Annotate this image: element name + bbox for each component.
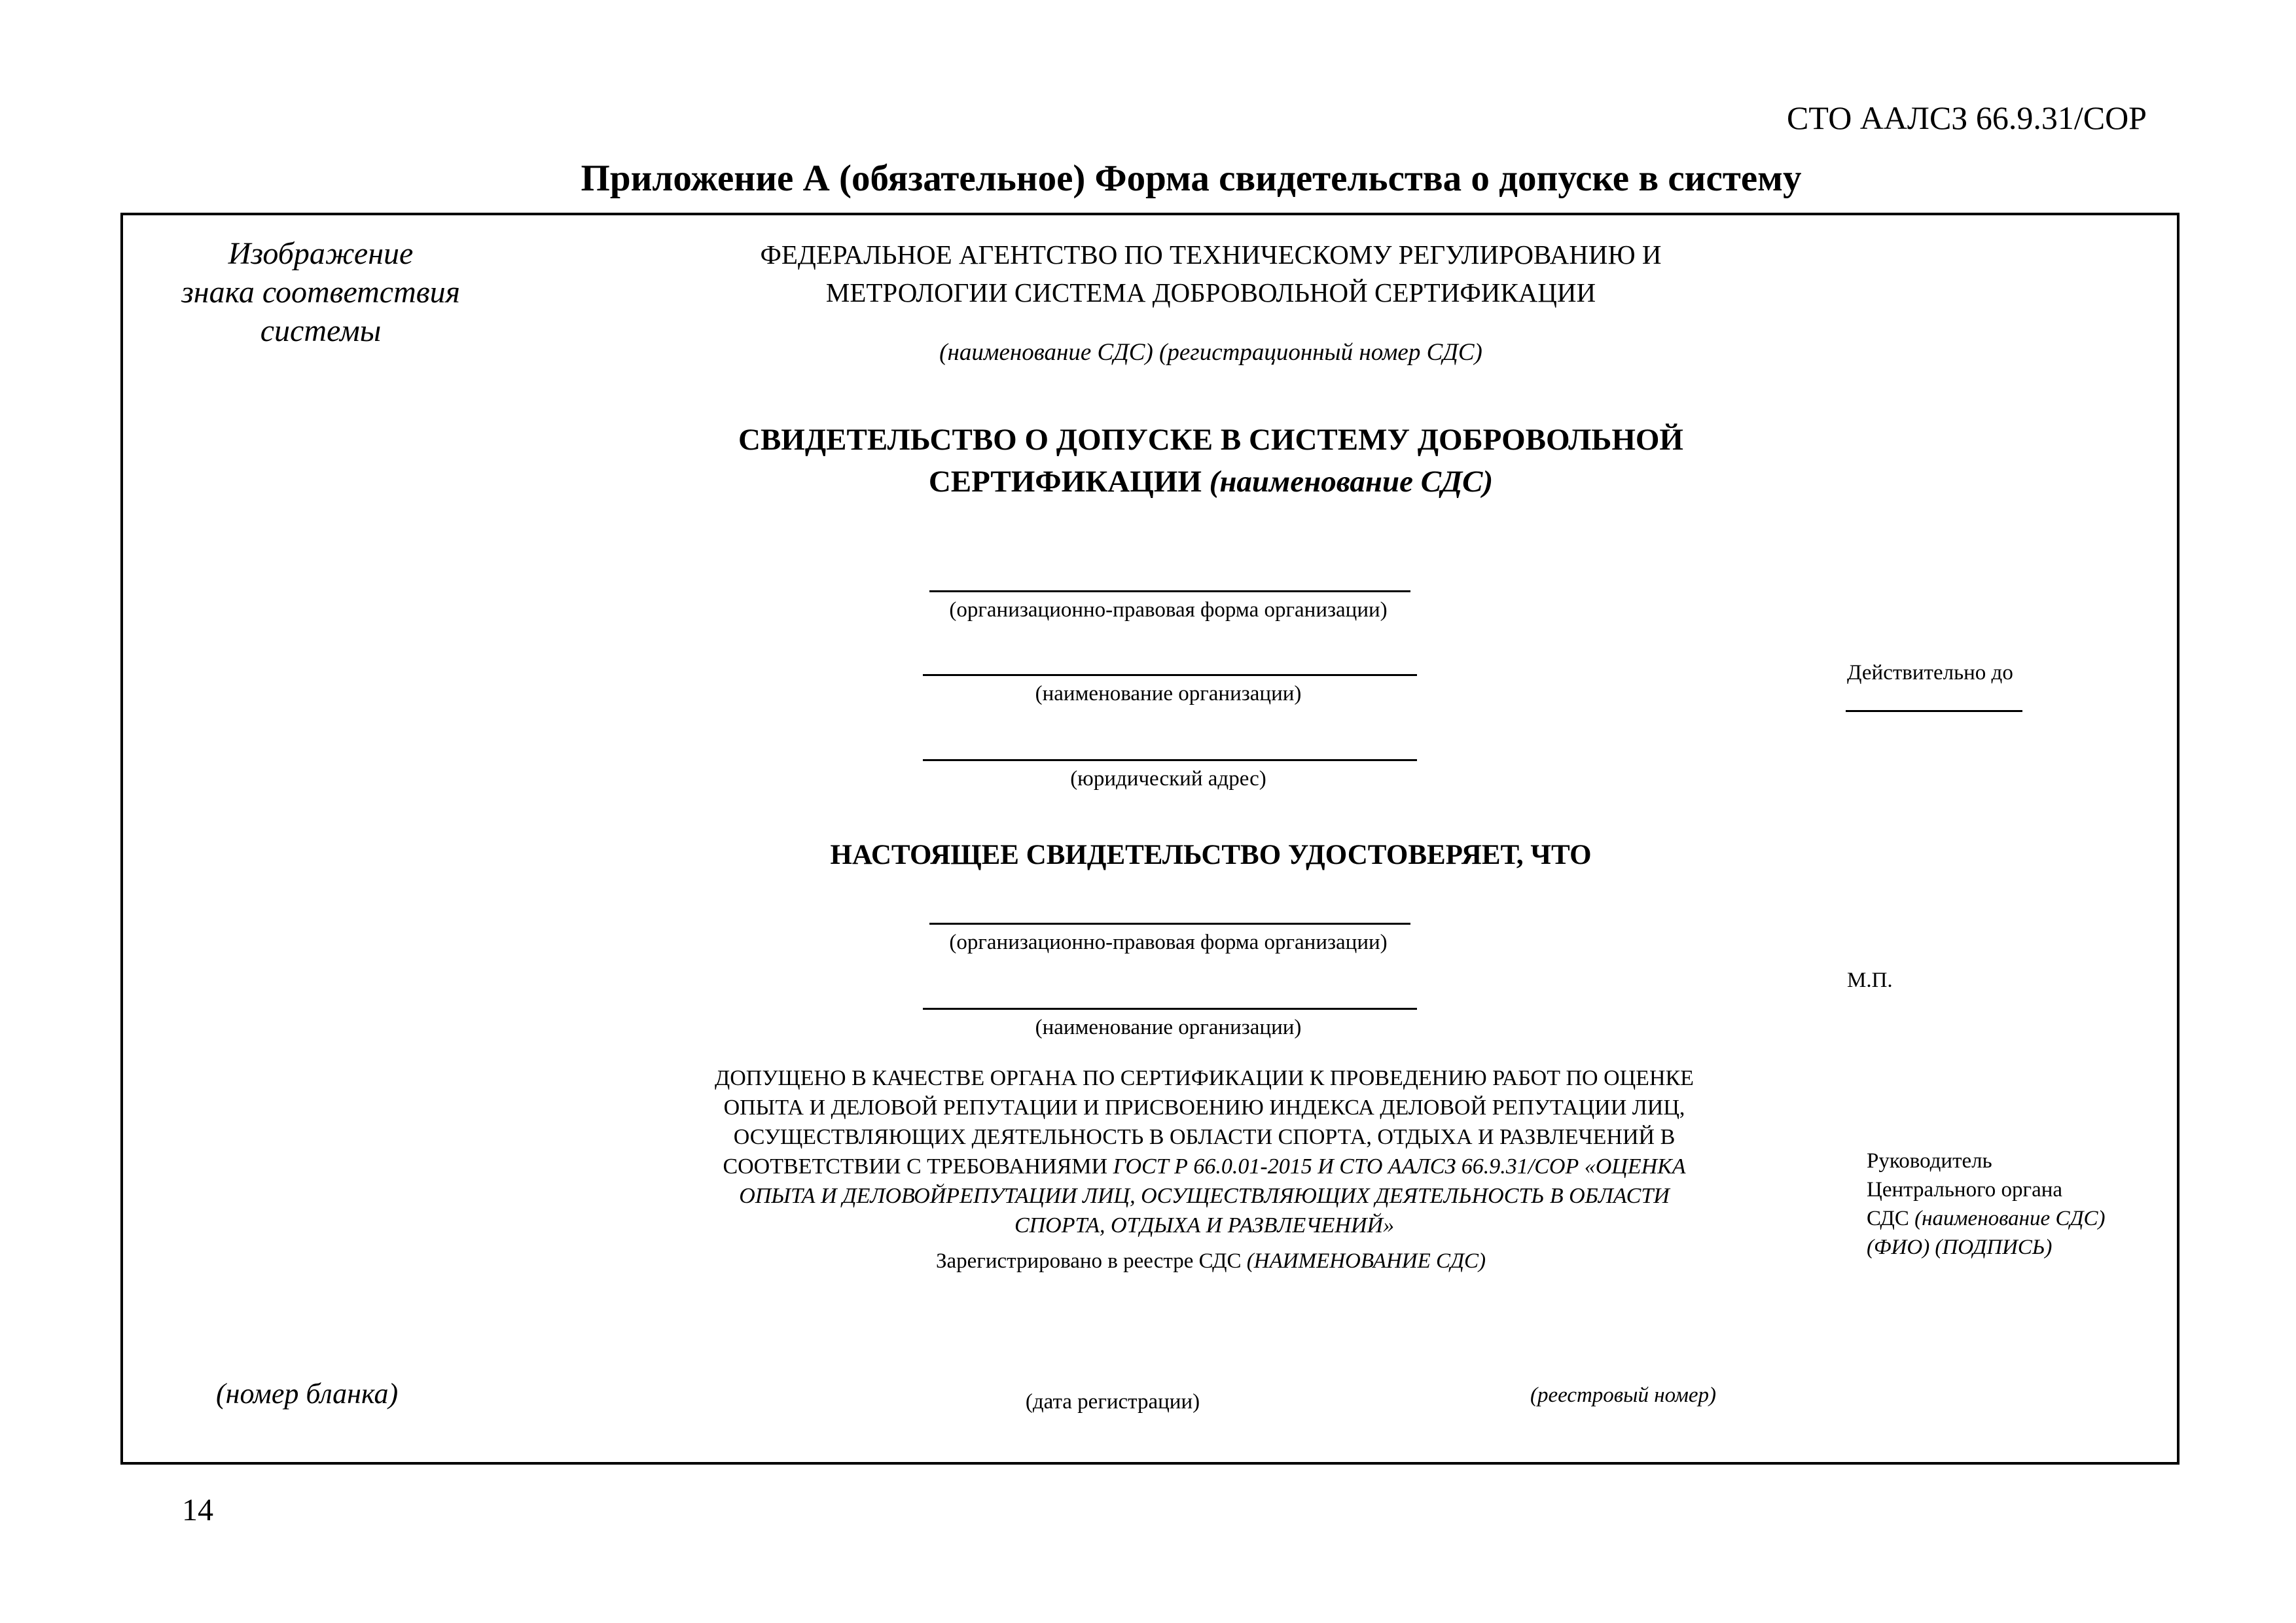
admission-statement: [661, 1063, 1748, 1240]
blank-number: (номер бланка): [216, 1378, 399, 1410]
certificate-title-line: СВИДЕТЕЛЬСТВО О ДОПУСКЕ В СИСТЕМУ ДОБРОВОЛЬНОЙ: [738, 423, 1683, 457]
admission-italic: ГОСТ Р 66.0.01-2015 И СТО ААЛСЗ 66.9.31/СОР «ОЦЕНКА: [1113, 1154, 1686, 1179]
org-form-caption-2: (организационно-правовая форма организации): [949, 931, 1388, 954]
head-line: [1867, 1204, 2155, 1233]
admission-line: ОПЫТА И ДЕЛОВОЙРЕПУТАЦИИ ЛИЦ, ОСУЩЕСТВЛЯЮЩИХ ДЕЯТЕЛЬНОСТЬ В ОБЛАСТИ: [739, 1184, 1670, 1208]
registered-plain: Зарегистрировано в реестре СДС: [935, 1249, 1242, 1273]
appendix-title: Приложение А (обязательное) Форма свидетельства о допуске в систему: [581, 158, 1802, 199]
head-line: Руководитель: [1867, 1149, 1992, 1173]
legal-address-caption: (юридический адрес): [1070, 767, 1266, 791]
org-name-line-2[interactable]: [923, 1008, 1417, 1010]
head-signature-block: [1867, 1147, 2155, 1262]
sds-subtitle: (наименование СДС) (регистрационный номер СДС): [939, 339, 1482, 366]
agency-line: ФЕДЕРАЛЬНОЕ АГЕНТСТВО ПО ТЕХНИЧЕСКОМУ РЕГУЛИРОВАНИЮ И: [760, 240, 1662, 270]
emblem-line: Изображение: [228, 236, 414, 271]
registered-statement: [674, 1247, 1748, 1275]
admission-line: ДОПУЩЕНО В КАЧЕСТВЕ ОРГАНА ПО СЕРТИФИКАЦИИ К ПРОВЕДЕНИЮ РАБОТ ПО ОЦЕНКЕ: [715, 1066, 1694, 1090]
org-name-caption: (наименование организации): [1035, 682, 1302, 705]
document-code: СТО ААЛСЗ 66.9.31/СОР: [1786, 99, 2147, 136]
stamp-place: М.П.: [1847, 969, 1893, 992]
head-line: (ФИО) (ПОДПИСЬ): [1867, 1236, 2053, 1259]
head-plain: СДС: [1867, 1207, 1909, 1230]
emblem-line: знака соответствия: [181, 275, 460, 310]
admission-line: [661, 1152, 1748, 1181]
emblem-placeholder: [124, 234, 517, 350]
certificate-title-italic: (наименование СДС): [1209, 465, 1494, 499]
legal-address-line[interactable]: [923, 759, 1417, 761]
admission-line: ОСУЩЕСТВЛЯЮЩИХ ДЕЯТЕЛЬНОСТЬ В ОБЛАСТИ СПОРТА, ОТДЫХА И РАЗВЛЕЧЕНИЙ В: [733, 1125, 1676, 1149]
org-form-line[interactable]: [929, 590, 1410, 592]
head-line: Центрального органа: [1867, 1178, 2063, 1202]
registered-italic: (НАИМЕНОВАНИЕ СДС): [1246, 1249, 1486, 1273]
admission-plain: СООТВЕТСТВИИ С ТРЕБОВАНИЯМИ: [723, 1154, 1108, 1179]
page-number: 14: [182, 1493, 213, 1527]
org-name-caption-2: (наименование организации): [1035, 1016, 1302, 1039]
admission-line: СПОРТА, ОТДЫХА И РАЗВЛЕЧЕНИЙ»: [1014, 1213, 1395, 1238]
hereby-heading: НАСТОЯЩЕЕ СВИДЕТЕЛЬСТВО УДОСТОВЕРЯЕТ, ЧТО: [830, 840, 1592, 870]
registration-date: (дата регистрации): [1025, 1390, 1200, 1414]
emblem-line: системы: [260, 313, 382, 348]
org-form-line-2[interactable]: [929, 923, 1410, 925]
org-name-line[interactable]: [923, 674, 1417, 676]
org-form-caption: (организационно-правовая форма организации): [949, 598, 1388, 622]
registry-number: (реестровый номер): [1530, 1383, 1717, 1407]
valid-until-line[interactable]: [1846, 710, 2022, 712]
agency-line: МЕТРОЛОГИИ СИСТЕМА ДОБРОВОЛЬНОЙ СЕРТИФИКАЦИИ: [825, 277, 1596, 308]
certificate-title: [674, 419, 1748, 503]
head-italic: (наименование СДС): [1914, 1207, 2106, 1230]
certificate-title-bold: СЕРТИФИКАЦИИ: [928, 465, 1202, 499]
valid-until-label: Действительно до: [1847, 661, 2013, 685]
admission-line: ОПЫТА И ДЕЛОВОЙ РЕПУТАЦИИ И ПРИСВОЕНИЮ ИНДЕКСА ДЕЛОВОЙ РЕПУТАЦИИ ЛИЦ,: [723, 1096, 1685, 1120]
certificate-title-line: [674, 461, 1748, 503]
agency-name: [674, 236, 1748, 312]
